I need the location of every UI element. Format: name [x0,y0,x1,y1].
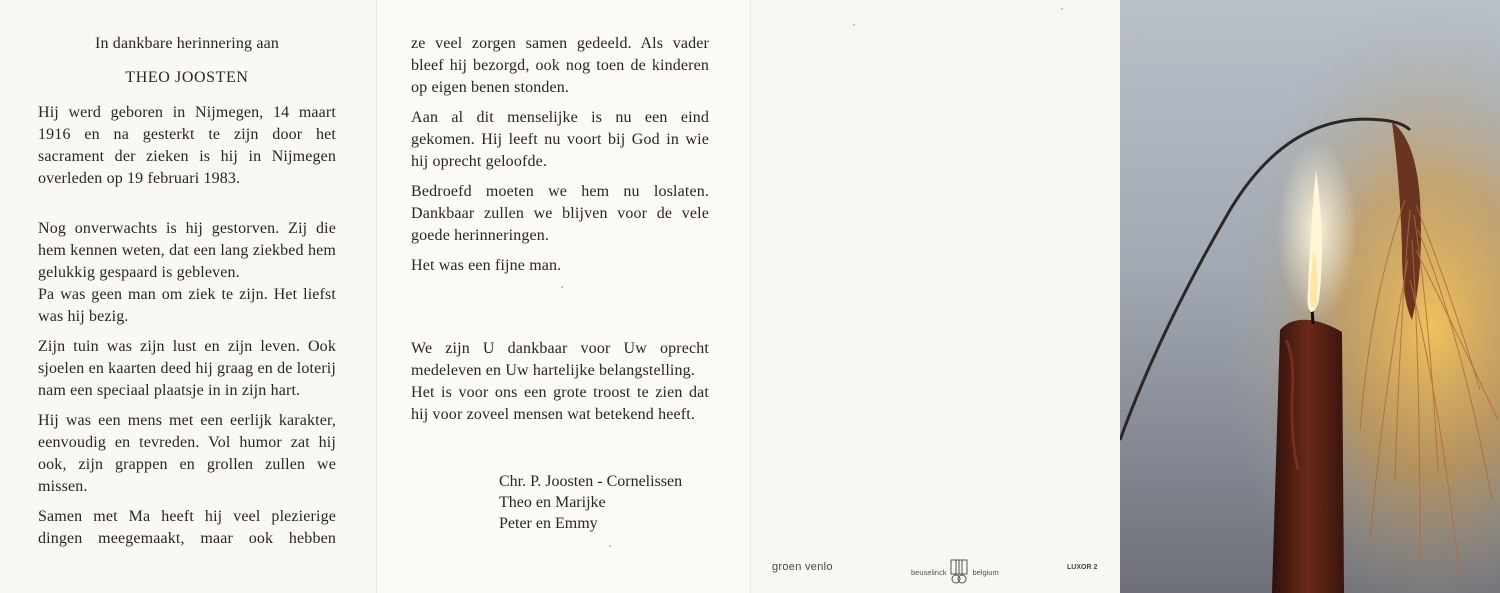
paragraph-with-ma: Samen met Ma heeft hij veel plezierige dingen meegemaakt, maar ook hebben [38,508,336,547]
publisher-name-right: belgium [972,567,999,577]
deceased-name: THEO JOOSTEN [125,69,249,86]
printer-name: groen venlo [772,561,833,573]
left-page-text [38,33,336,550]
family-signature [499,471,682,534]
paragraph-character: Hij was een mens met een eerlijk karakter, eenvoudig en tevreden. Vol humor zat hij ook, zijn grappen en grollen zullen we missen. [38,412,336,495]
family-member: Peter en Emmy [499,515,598,532]
back-cover [750,0,1121,593]
inner-right-page [376,0,751,593]
paper-speck [561,286,563,288]
family-member: Chr. P. Joosten - Cornelissen [499,473,683,490]
product-code: LUXOR 2 [1067,564,1098,571]
right-page-text [411,33,709,277]
paragraph-birth-death: Hij werd geboren in Nijmegen, 14 maart 1916 en na gesterkt te zijn door het sacrament der zieken is hij in Nijmegen overleden op 19 februari 1983. [38,104,336,187]
thanks-line-2: Het is voor ons een grote troost te zien dat hij voor zoveel mensen wat betekend heeft. [411,384,709,423]
front-cover-photo [1120,0,1500,593]
paragraph-not-sick: Pa was geen man om ziek te zijn. Het liefst was hij bezig. [38,286,336,325]
paper-speck [1061,8,1063,10]
thanks-block [411,338,709,426]
paragraph-unexpected: Nog onverwachts is hij gestorven. Zij die hem kennen weten, dat een lang ziekbed hem gelukkig gespaard is gebleven. [38,220,336,281]
paragraph-garden: Zijn tuin was zijn lust en zijn leven. Ook sjoelen en kaarten deed hij graag en de loterij nam een speciaal plaatsje in in zijn hart. [38,338,336,399]
paragraph-let-go: Bedroefd moeten we hem nu loslaten. Dankbaar zullen we blijven voor de vele goede herinneringen. [411,183,709,244]
thanks-line-1: We zijn U dankbaar voor Uw oprecht medeleven en Uw hartelijke belangstelling. [411,340,709,379]
paragraph-worries: ze veel zorgen samen gedeeld. Als vader bleef hij bezorgd, ook nog toen de kinderen op eigen benen stonden. [411,35,709,96]
paragraph-end: Aan al dit menselijke is nu een eind gekomen. Hij leeft nu voort bij God in wie hij oprecht geloofde. [411,109,709,170]
inner-left-page [0,0,376,593]
publisher-name-left: beuselinck [911,567,947,577]
publisher-mark [911,558,999,586]
family-member: Theo en Marijke [499,494,606,511]
publisher-logo-icon [948,558,970,586]
intro-line: In dankbare herinnering aan [95,35,279,52]
paper-speck [853,24,855,26]
paragraph-fine-man: Het was een fijne man. [411,257,562,274]
candle-wheat-photo [1120,0,1500,593]
paper-speck [609,545,611,547]
